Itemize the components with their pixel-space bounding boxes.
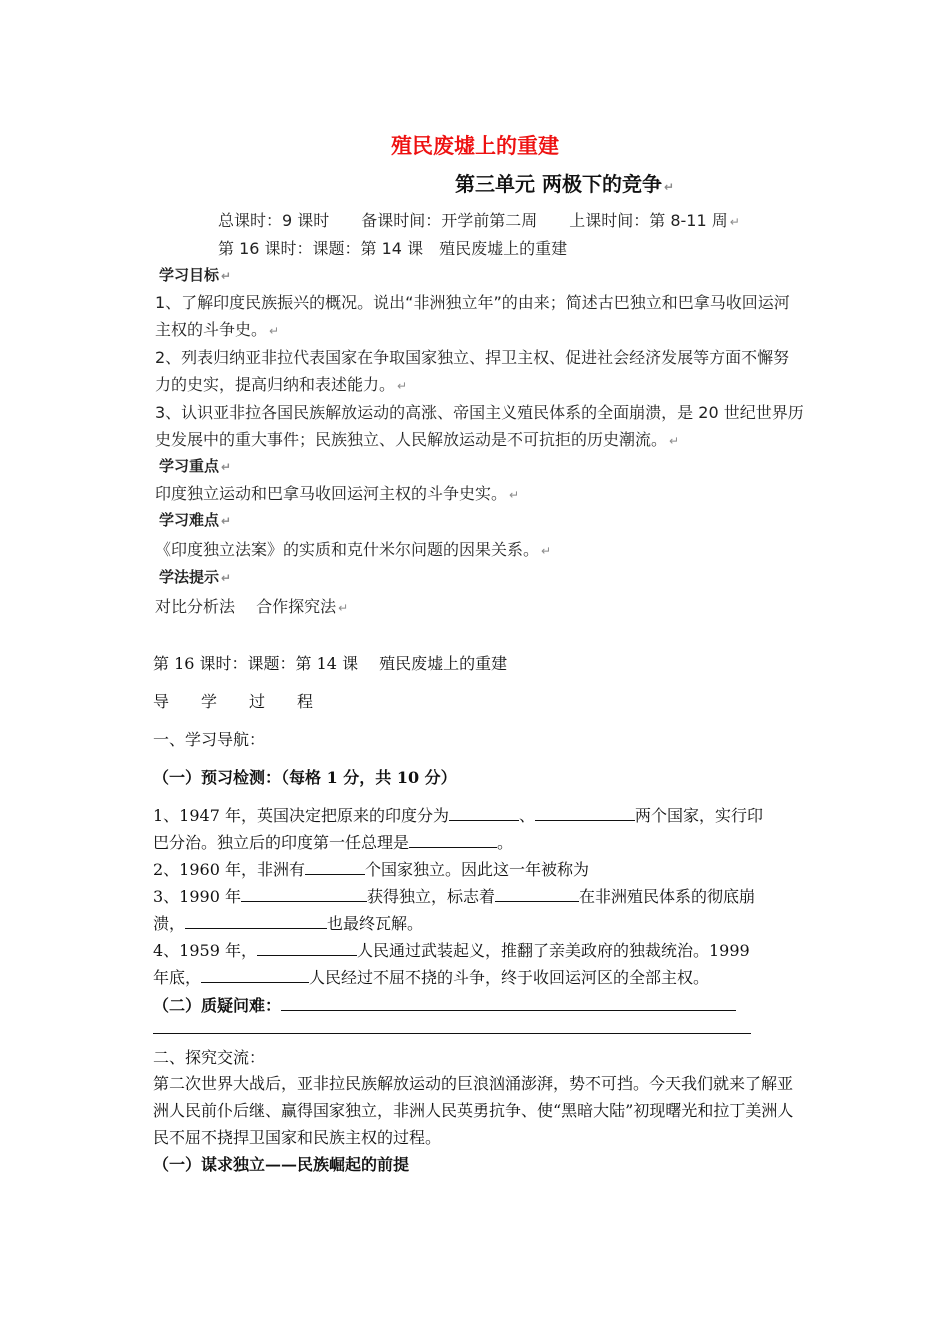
meta-line-1: 总课时：9 课时 备课时间：开学前第二周 上课时间：第 8-11 周 ↵ <box>218 211 740 230</box>
paragraph-mark-icon: ↵ <box>509 488 520 502</box>
answer-blank[interactable] <box>535 802 635 821</box>
answer-line[interactable] <box>153 1033 751 1034</box>
method-text: 对比分析法 合作探究法 ↵ <box>155 597 349 616</box>
paragraph-mark-icon: ↵ <box>221 460 232 474</box>
paragraph-mark-icon: ↵ <box>269 324 280 338</box>
section-1-heading: 一、学习导航： <box>153 730 266 749</box>
lesson-line: 第 16 课时：课题：第 14 课 殖民废墟上的重建 <box>153 654 508 673</box>
question-1-line-1: 1、1947 年，英国决定把原来的印度分为 、 两个国家，实行印 <box>153 802 763 829</box>
answer-blank[interactable] <box>495 883 579 902</box>
subsection-heading: （一）谋求独立——民族崛起的前提 <box>153 1155 410 1174</box>
answer-blank[interactable] <box>305 856 365 875</box>
preview-heading: （一）预习检测：（每格 1 分，共 10 分） <box>153 768 457 787</box>
paragraph-mark-icon: ↵ <box>397 379 408 393</box>
answer-blank[interactable] <box>201 964 309 983</box>
question-4-line-2: 年底， 人民经过不屈不挠的斗争，终于收回运河区的全部主权。 <box>153 964 709 991</box>
intro-paragraph: 第二次世界大战后，亚非拉民族解放运动的巨浪汹涌澎湃，势不可挡。今天我们就来了解亚洲人民前仆后继、赢得国家独立，非洲人民英勇抗争、使“黑暗大陆”初现曙光和拉丁美洲人民不屈不挠捍卫国家和民族主权的过程。 <box>153 1074 794 1147</box>
answer-blank[interactable] <box>449 802 519 821</box>
goal-item-3: 3、认识亚非拉各国民族解放运动的高涨、帝国主义殖民体系的全面崩溃，是 20 世纪世界历史发展中的重大事件；民族独立、人民解放运动是不可抗拒的历史潮流。 ↵ <box>155 403 804 449</box>
answer-blank[interactable] <box>185 910 327 929</box>
question-3-line-1: 3、1990 年 获得独立，标志着 在非洲殖民体系的彻底崩 <box>153 883 755 910</box>
paragraph-mark-icon: ↵ <box>221 269 232 283</box>
key-text: 印度独立运动和巴拿马收回运河主权的斗争史实。 ↵ <box>155 484 520 503</box>
meta-line-2: 第 16 课时：课题：第 14 课 殖民废墟上的重建 <box>218 239 568 258</box>
unit-title: 第三单元 两极下的竞争 ↵ <box>455 172 675 196</box>
section-2-heading: 二、探究交流： <box>153 1048 266 1067</box>
key-heading: 学习重点 ↵ <box>159 457 232 475</box>
difficult-heading: 学习难点 ↵ <box>159 511 232 529</box>
question-3-line-2: 溃， 也最终瓦解。 <box>153 910 423 937</box>
paragraph-mark-icon: ↵ <box>663 180 675 194</box>
question-4-line-1: 4、1959 年， 人民通过武装起义，推翻了亲美政府的独裁统治。1999 <box>153 937 750 964</box>
goal-item-2: 2、列表归纳亚非拉代表国家在争取国家独立、捍卫主权、促进社会经济发展等方面不懈努力的史实，提高归纳和表述能力。 ↵ <box>155 348 790 394</box>
question-2: 2、1960 年，非洲有 个国家独立。因此这一年被称为 <box>153 856 589 883</box>
goal-item-1: 1、了解印度民族振兴的概况。说出“非洲独立年”的由来；简述古巴独立和巴拿马收回运河主权的斗争史。 ↵ <box>155 293 790 339</box>
question-1-line-2: 巴分治。独立后的印度第一任总理是 。 <box>153 829 513 856</box>
answer-blank[interactable] <box>281 992 736 1011</box>
question-heading: （二）质疑问难： <box>153 992 736 1019</box>
paragraph-mark-icon: ↵ <box>669 434 680 448</box>
method-heading: 学法提示 ↵ <box>159 568 232 586</box>
goals-heading: 学习目标 ↵ <box>159 266 232 284</box>
answer-blank[interactable] <box>241 883 367 902</box>
paragraph-mark-icon: ↵ <box>541 544 552 558</box>
paragraph-mark-icon: ↵ <box>729 215 740 229</box>
process-title: 导 学 过 程 <box>153 692 314 711</box>
paragraph-mark-icon: ↵ <box>338 601 349 615</box>
paragraph-mark-icon: ↵ <box>221 514 232 528</box>
answer-blank[interactable] <box>257 937 357 956</box>
paragraph-mark-icon: ↵ <box>221 571 232 585</box>
difficult-text: 《印度独立法案》的实质和克什米尔问题的因果关系。 ↵ <box>155 540 552 559</box>
answer-blank[interactable] <box>409 829 497 848</box>
doc-title: 殖民废墟上的重建 <box>391 134 559 158</box>
